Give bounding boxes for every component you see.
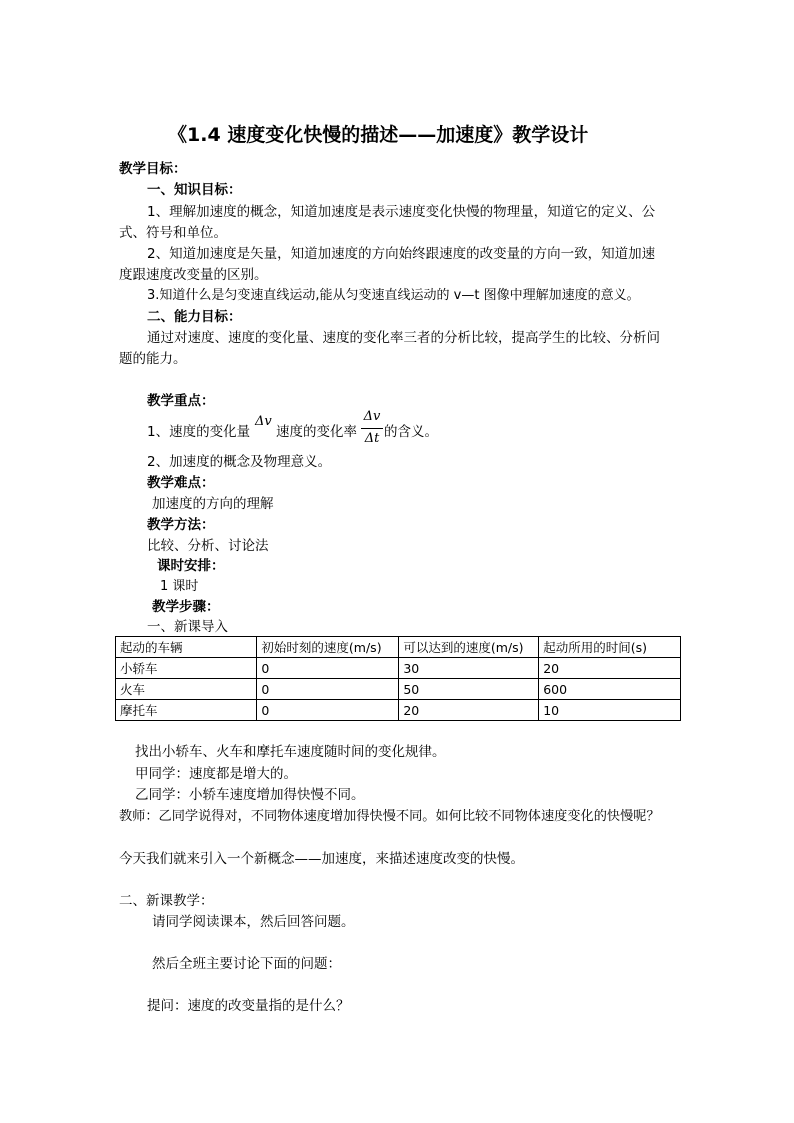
- table-cell: 0: [257, 679, 399, 700]
- fraction-numerator: Δv: [363, 409, 381, 424]
- document-title: 《1.4 速度变化快慢的描述——加速度》教学设计: [168, 124, 589, 146]
- difficulty-text: 加速度的方向的理解: [152, 496, 274, 512]
- delta-v-over-delta-t-fraction: [361, 409, 383, 449]
- teacher-remark: 教师：乙同学说得对，不同物体速度增加得快慢不同。如何比较不同物体速度变化的快慢呢？: [119, 809, 660, 824]
- ability-heading: 二、能力目标：: [147, 309, 242, 325]
- hours-text: 1 课时: [160, 579, 199, 594]
- keypoint-1-middle: 速度的变化率: [276, 424, 357, 440]
- difficulty-heading: 教学难点：: [147, 475, 215, 491]
- hours-heading: 课时安排：: [157, 558, 225, 574]
- table-cell: 小轿车: [116, 658, 257, 679]
- knowledge-item-3: 3.知道什么是匀变速直线运动,能从匀变速直线运动的 v—t 图像中理解加速度的意义。: [147, 288, 640, 303]
- table-cell: 20: [539, 658, 681, 679]
- vehicle-speed-table: [115, 636, 681, 721]
- knowledge-item-1-line2: 式、符号和单位。: [119, 225, 227, 241]
- keypoint-2: 2、加速度的概念及物理意义。: [147, 454, 332, 470]
- table-cell: 0: [257, 658, 399, 679]
- delta-v-symbol: Δv: [255, 414, 272, 429]
- after-table-line-1: 找出小轿车、火车和摩托车速度随时间的变化规律。: [135, 744, 446, 760]
- knowledge-item-2-line2: 度跟速度改变量的区别。: [119, 267, 268, 283]
- keypoint-1-suffix: 的含义。: [384, 424, 438, 440]
- method-heading: 教学方法：: [147, 517, 215, 533]
- new-lesson-heading: 二、新课教学：: [119, 893, 214, 909]
- keypoint-1-prefix: 1、速度的变化量: [147, 424, 251, 440]
- method-text: 比较、分析、讨论法: [147, 538, 269, 554]
- new-lesson-line-1: 请同学阅读课本，然后回答问题。: [152, 914, 355, 930]
- after-table-line-2: 甲同学：速度都是增大的。: [135, 766, 297, 782]
- ability-item-line1: 通过对速度、速度的变化量、速度的变化率三者的分析比较，提高学生的比较、分析问: [147, 330, 660, 346]
- new-lesson-question: 提问：速度的改变量指的是什么？: [147, 998, 350, 1014]
- keypoints-heading: 教学重点：: [147, 393, 215, 409]
- table-cell: 30: [399, 658, 539, 679]
- objectives-heading: 教学目标：: [119, 161, 187, 177]
- table-cell: 50: [399, 679, 539, 700]
- table-header-cell: 可以达到的速度(m/s): [399, 637, 539, 658]
- intro-heading: 一、新课导入: [147, 619, 228, 635]
- knowledge-heading: 一、知识目标：: [147, 182, 242, 198]
- after-table-line-3: 乙同学：小轿车速度增加得快慢不同。: [135, 787, 365, 803]
- fraction-denominator: Δt: [364, 431, 380, 446]
- table-cell: 600: [539, 679, 681, 700]
- ability-item-line2: 题的能力。: [119, 351, 187, 367]
- knowledge-item-2-line1: 2、知道加速度是矢量，知道加速度的方向始终跟速度的改变量的方向一致，知道加速: [147, 246, 656, 262]
- table-row: [116, 658, 681, 679]
- table-header-cell: 起动的车辆: [116, 637, 257, 658]
- table-row: [116, 700, 681, 721]
- table-cell: 20: [399, 700, 539, 721]
- steps-heading: 教学步骤：: [152, 599, 220, 615]
- table-cell: 10: [539, 700, 681, 721]
- table-cell: 摩托车: [116, 700, 257, 721]
- table-row: [116, 679, 681, 700]
- table-header-cell: 初始时刻的速度(m/s): [257, 637, 399, 658]
- new-lesson-line-2: 然后全班主要讨论下面的问题：: [152, 956, 341, 972]
- fraction-bar: [361, 428, 383, 429]
- table-header-cell: 起动所用的时间(s): [539, 637, 681, 658]
- table-cell: 0: [257, 700, 399, 721]
- introduction-of-concept: 今天我们就来引入一个新概念——加速度，来描述速度改变的快慢。: [119, 851, 524, 867]
- table-cell: 火车: [116, 679, 257, 700]
- table-header-row: [116, 637, 681, 658]
- knowledge-item-1-line1: 1、理解加速度的概念，知道加速度是表示速度变化快慢的物理量，知道它的定义、公: [147, 204, 656, 220]
